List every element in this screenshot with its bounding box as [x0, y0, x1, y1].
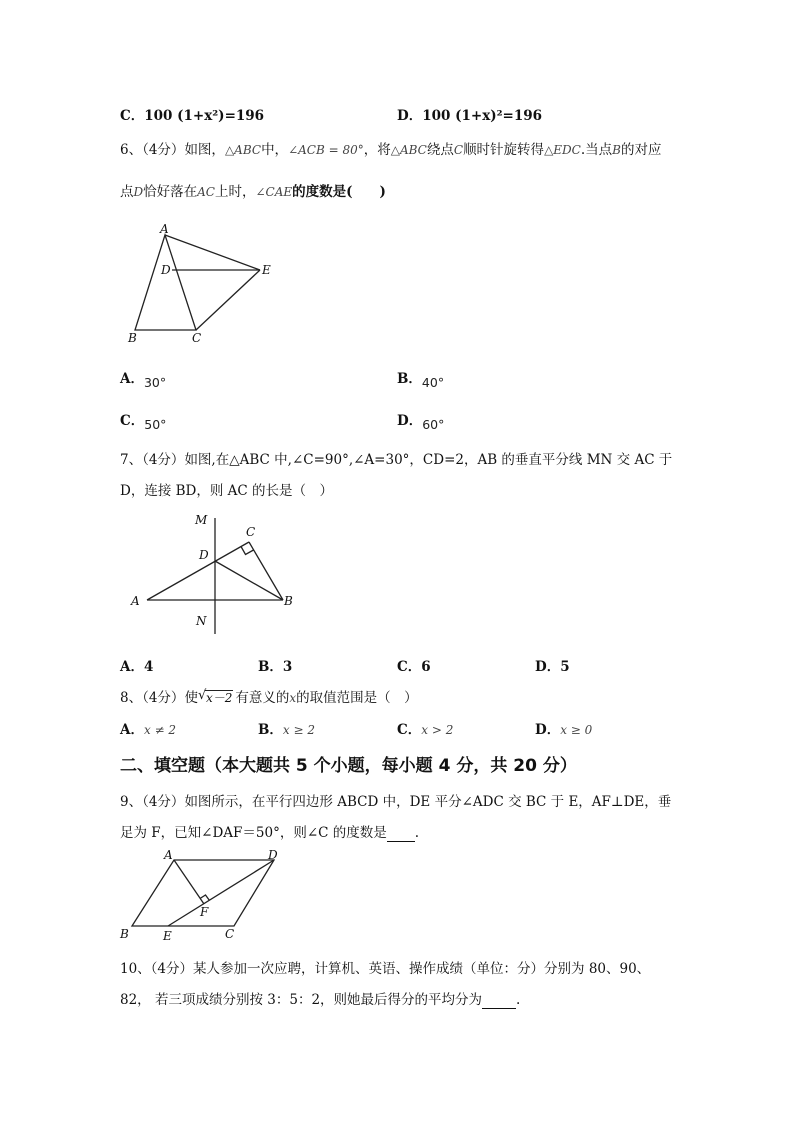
- text: 中，: [261, 142, 289, 158]
- option-value: 40°: [421, 375, 445, 390]
- option-value: 60°: [422, 417, 445, 432]
- label-e: E: [262, 263, 271, 277]
- label-a: A: [160, 222, 169, 236]
- question-number: 6、（4分）: [120, 142, 185, 158]
- q9-line2: [120, 821, 419, 842]
- text: .: [516, 992, 521, 1008]
- label-n: N: [196, 614, 207, 628]
- option-value: 50°: [144, 417, 167, 432]
- q6-option-d: [397, 409, 445, 432]
- math: C: [453, 143, 464, 157]
- q5-option-d: [397, 104, 542, 124]
- segment-ce: [196, 270, 260, 330]
- option-label: A．: [120, 722, 144, 738]
- q6-line2: [120, 180, 386, 200]
- option-label: D．: [397, 413, 423, 429]
- q7-option-b: [258, 655, 292, 675]
- option-value: x > 2: [421, 723, 454, 737]
- label-d: D: [199, 548, 209, 562]
- segment-db: [215, 561, 283, 600]
- label-e: E: [163, 929, 172, 943]
- label-c: C: [225, 927, 235, 941]
- option-label: C．: [120, 108, 145, 124]
- q7-figure: [125, 506, 315, 636]
- option-text: 100 (1+x)²=196: [422, 108, 543, 124]
- option-text: 100 (1+x²)=196: [144, 108, 265, 124]
- sqrt-expression: √ x－2: [197, 688, 233, 705]
- option-value: 3: [282, 659, 293, 675]
- text: D，连接 BD，则 AC 的长是（ ）: [120, 483, 334, 499]
- text: 顺时针旋转得: [463, 142, 545, 158]
- q7-option-d: [535, 655, 570, 675]
- option-value: 30°: [143, 375, 167, 390]
- q7-line2: [120, 479, 333, 499]
- text: 足为 F，已知∠DAF＝50°，则∠C 的度数是: [120, 825, 387, 841]
- math: ∠ACB = 80°: [288, 143, 364, 157]
- label-b: B: [128, 331, 137, 345]
- option-label: C．: [397, 659, 422, 675]
- option-label: A．: [120, 659, 144, 675]
- answer-blank: [387, 825, 415, 842]
- option-label: B．: [258, 659, 283, 675]
- option-label: C．: [120, 413, 145, 429]
- q8-option-c: [397, 718, 453, 738]
- segment-ae: [165, 235, 260, 270]
- math: ∠CAE: [255, 185, 293, 199]
- q6-option-a: [120, 367, 167, 390]
- option-label: D．: [535, 659, 561, 675]
- option-label: B．: [258, 722, 283, 738]
- segment-cb: [249, 542, 283, 600]
- text: .当点: [580, 142, 613, 158]
- label-d: D: [268, 848, 278, 862]
- label-c: C: [192, 331, 202, 345]
- math: △ABC: [224, 143, 262, 157]
- section-heading: 二、填空题（本大题共 5 个小题，每小题 4 分，共 20 分）: [120, 756, 577, 776]
- label-a: A: [131, 594, 140, 608]
- triangle-abc: [135, 235, 196, 330]
- text: ，将: [363, 142, 391, 158]
- q6-line1: [120, 138, 661, 158]
- text: 使: [184, 690, 198, 706]
- q6-option-b: [397, 367, 445, 390]
- segment-de: [168, 860, 274, 926]
- option-label: D．: [397, 108, 423, 124]
- text: 82， 若三项成绩分别按 3：5：2，则她最后得分的平均分为: [120, 992, 483, 1008]
- option-value: x ≥ 2: [282, 723, 316, 737]
- question-number: 9、（4分）: [120, 794, 185, 810]
- q7-option-a: [120, 655, 153, 675]
- label-c: C: [246, 525, 256, 539]
- q8-option-a: [120, 718, 176, 738]
- label-a: A: [164, 848, 173, 862]
- label-m: M: [195, 513, 208, 527]
- question-number: 10、（4分）: [120, 961, 194, 977]
- q6-option-c: [120, 409, 167, 432]
- radicand: x－2: [205, 691, 233, 705]
- text: 的取值范围是（ ）: [296, 690, 418, 706]
- segment-af: [174, 860, 204, 904]
- q8-option-d: [535, 718, 592, 738]
- option-value: x ≥ 0: [560, 723, 593, 737]
- q7-option-c: [397, 655, 431, 675]
- q8-option-b: [258, 718, 315, 738]
- answer-blank: [482, 992, 516, 1009]
- math: B: [612, 143, 621, 157]
- text: 如图所示，在平行四边形 ABCD 中，DE 平分∠ADC 交 BC 于 E，AF⊥DE，垂: [184, 794, 672, 810]
- option-label: D．: [535, 722, 561, 738]
- text: 点: [120, 184, 134, 200]
- question-number: 7、（4分）: [120, 452, 185, 468]
- math: D: [133, 185, 144, 199]
- text: 如图,在△ABC 中,∠C=90°,∠A=30°，CD=2，AB 的垂直平分线 MN 交 AC 于: [184, 452, 673, 468]
- text: 的对应: [620, 142, 662, 158]
- question-number: 8、（4分）: [120, 690, 185, 706]
- label-b: B: [284, 594, 293, 608]
- math: △EDC: [544, 143, 581, 157]
- math: △ABC: [390, 143, 427, 157]
- text: 的度数是( ): [292, 184, 386, 200]
- q9-figure: [118, 848, 288, 944]
- text: 如图，: [184, 142, 225, 158]
- option-value: 5: [560, 659, 570, 675]
- text: 有意义的: [235, 690, 290, 706]
- label-f: F: [200, 905, 209, 919]
- math: AC: [197, 185, 215, 199]
- label-d: D: [161, 263, 171, 277]
- label-b: B: [120, 927, 129, 941]
- option-label: B．: [397, 371, 422, 387]
- math: x: [289, 691, 297, 705]
- q6-figure: [120, 220, 290, 350]
- text: 上时，: [214, 184, 256, 200]
- q10-line1: [120, 957, 650, 977]
- option-value: 4: [143, 659, 154, 675]
- text: 某人参加一次应聘，计算机、英语、操作成绩（单位：分）分别为 80、90、: [193, 961, 651, 977]
- q9-line1: [120, 790, 671, 810]
- q8-line: [120, 686, 418, 706]
- option-label: A．: [120, 371, 144, 387]
- option-value: x ≠ 2: [143, 723, 177, 737]
- q7-line1: [120, 448, 672, 468]
- option-label: C．: [397, 722, 422, 738]
- q5-option-c: [120, 104, 264, 124]
- text: 恰好落在: [143, 184, 198, 200]
- text: .: [414, 825, 420, 841]
- q10-line2: [120, 988, 520, 1009]
- option-value: 6: [421, 659, 431, 675]
- text: 绕点: [426, 142, 454, 158]
